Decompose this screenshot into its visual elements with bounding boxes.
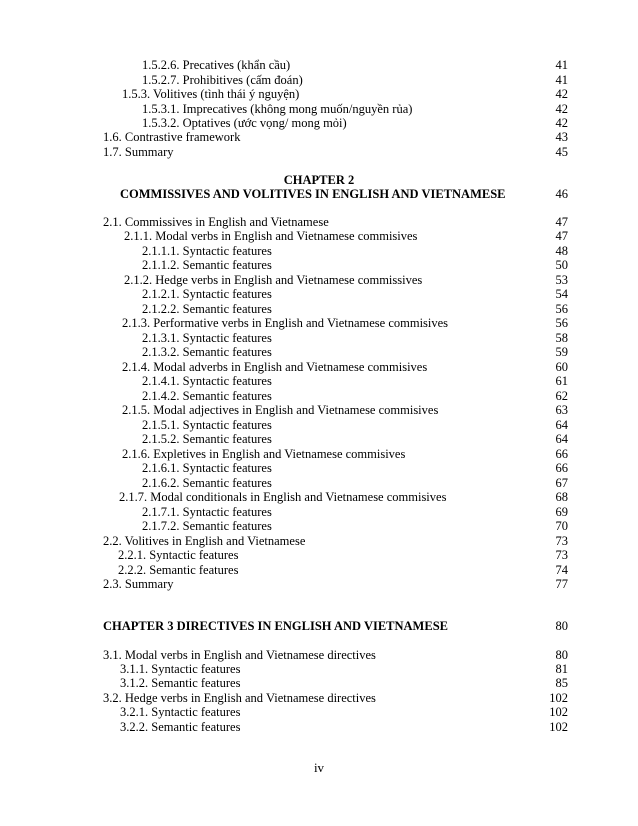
toc-entry-title: 1.5.3.1. Imprecatives (không mong muốn/nguyền rủa)	[142, 102, 413, 116]
chapter-3-heading	[0, 619, 638, 634]
toc-entry-title: 2.1.2.2. Semantic features	[142, 302, 272, 316]
toc-entry-page: 43	[555, 130, 568, 144]
page-number: iv	[313, 760, 325, 775]
toc-entry	[0, 476, 638, 491]
toc-entry	[0, 145, 638, 160]
toc-entry-title: 2.1.4. Modal adverbs in English and Vietnamese commisives	[122, 360, 428, 374]
toc-entry-title: 2.1.1.1. Syntactic features	[142, 244, 272, 258]
toc-entry-page: 56	[555, 302, 568, 316]
toc-entry-page: 45	[555, 145, 568, 159]
toc-entry	[0, 534, 638, 549]
toc-entry-page: 102	[549, 705, 568, 719]
toc-entry	[0, 389, 638, 404]
toc-entry-title: 2.1.5.2. Semantic features	[142, 432, 272, 446]
chapter-2-heading	[0, 187, 638, 202]
toc-entry-page: 69	[555, 505, 568, 519]
toc-entry-page: 67	[555, 476, 568, 490]
toc-entry-page: 56	[555, 316, 568, 330]
toc-entry	[0, 244, 638, 259]
toc-entry-title: 1.5.3. Volitives (tình thái ý nguyện)	[122, 87, 300, 101]
toc-entry-page: 77	[555, 577, 568, 591]
toc-entry	[0, 87, 638, 102]
toc-entry-title: 2.2.2. Semantic features	[118, 563, 239, 577]
toc-entry-page: 59	[555, 345, 568, 359]
toc-entry-title: 2.1.6.2. Semantic features	[142, 476, 272, 490]
toc-entry-page: 64	[555, 418, 568, 432]
chapter-2-label: CHAPTER 2	[283, 173, 355, 187]
toc-entry	[0, 418, 638, 433]
toc-entry-title: 2.1.1.2. Semantic features	[142, 258, 272, 272]
toc-entry	[0, 577, 638, 592]
toc-entry-page: 85	[555, 676, 568, 690]
toc-entry	[0, 229, 638, 244]
toc-entry-title: 3.2.2. Semantic features	[120, 720, 241, 734]
toc-entry-page: 42	[555, 102, 568, 116]
toc-entry	[0, 720, 638, 735]
toc-entry-page: 102	[549, 691, 568, 705]
toc-entry-page: 41	[555, 73, 568, 87]
toc-entry	[0, 73, 638, 88]
toc-entry-title: 2.1.3. Performative verbs in English and Vietnamese commisives	[122, 316, 449, 330]
toc-entry-title: 3.1.2. Semantic features	[120, 676, 241, 690]
toc-entry	[0, 273, 638, 288]
toc-entry-page: 80	[555, 648, 568, 662]
toc-entry-title: 2.1.3.2. Semantic features	[142, 345, 272, 359]
chapter-2-page: 46	[555, 187, 568, 201]
toc-entry	[0, 302, 638, 317]
toc-entry-title: 2.1.6. Expletives in English and Vietnamese commisives	[122, 447, 406, 461]
toc-entry	[0, 130, 638, 145]
toc-entry	[0, 403, 638, 418]
toc-entry-title: 2.1.5. Modal adjectives in English and Vietnamese commisives	[122, 403, 439, 417]
toc-entry	[0, 374, 638, 389]
toc-entry-page: 66	[555, 447, 568, 461]
toc-entry	[0, 58, 638, 73]
toc-entry-title: 1.5.3.2. Optatives (ước vọng/ mong mỏi)	[142, 116, 347, 130]
toc-entry-title: 1.5.2.6. Precatives (khẩn cầu)	[142, 58, 291, 72]
toc-entry	[0, 705, 638, 720]
toc-entry-page: 81	[555, 662, 568, 676]
toc-entry-title: 3.2. Hedge verbs in English and Vietnamese directives	[103, 691, 376, 705]
toc-entry	[0, 215, 638, 230]
toc-entry	[0, 316, 638, 331]
toc-entry-page: 102	[549, 720, 568, 734]
toc-entry-title: 3.1.1. Syntactic features	[120, 662, 241, 676]
toc-entry	[0, 331, 638, 346]
toc-entry-page: 74	[555, 563, 568, 577]
toc-entry	[0, 461, 638, 476]
toc-entry	[0, 648, 638, 663]
toc-entry-title: 2.1.5.1. Syntactic features	[142, 418, 272, 432]
toc-entry	[0, 102, 638, 117]
toc-entry-title: 2.1.2. Hedge verbs in English and Vietnamese commissives	[124, 273, 423, 287]
toc-entry-page: 50	[555, 258, 568, 272]
toc-entry-page: 54	[555, 287, 568, 301]
toc-entry-page: 64	[555, 432, 568, 446]
toc-entry-page: 42	[555, 116, 568, 130]
toc-entry	[0, 360, 638, 375]
toc-entry-page: 41	[555, 58, 568, 72]
toc-entry-page: 73	[555, 534, 568, 548]
toc-entry	[0, 691, 638, 706]
toc-entry	[0, 676, 638, 691]
toc-entry	[0, 447, 638, 462]
toc-entry-title: 2.2.1. Syntactic features	[118, 548, 239, 562]
toc-entry-title: 2.1.7.1. Syntactic features	[142, 505, 272, 519]
toc-entry-title: 2.3. Summary	[103, 577, 174, 591]
toc-entry	[0, 287, 638, 302]
toc-entry	[0, 345, 638, 360]
toc-entry	[0, 519, 638, 534]
chapter-3-title: CHAPTER 3 DIRECTIVES IN ENGLISH AND VIETNAMESE	[103, 619, 448, 633]
toc-entry-page: 47	[555, 229, 568, 243]
toc-entry-title: 2.1.4.1. Syntactic features	[142, 374, 272, 388]
toc-entry	[0, 505, 638, 520]
toc-entry-title: 2.2. Volitives in English and Vietnamese	[103, 534, 306, 548]
toc-entry-page: 70	[555, 519, 568, 533]
toc-entry	[0, 490, 638, 505]
toc-entry-page: 42	[555, 87, 568, 101]
toc-entry-title: 2.1.3.1. Syntactic features	[142, 331, 272, 345]
toc-entry-page: 66	[555, 461, 568, 475]
toc-entry-title: 2.1.1. Modal verbs in English and Vietnamese commisives	[124, 229, 418, 243]
toc-entry-title: 3.2.1. Syntactic features	[120, 705, 241, 719]
toc-entry-page: 60	[555, 360, 568, 374]
toc-entry-title: 2.1. Commissives in English and Vietnamese	[103, 215, 329, 229]
toc-entry-page: 63	[555, 403, 568, 417]
toc-entry	[0, 563, 638, 578]
toc-entry-page: 62	[555, 389, 568, 403]
toc-entry	[0, 662, 638, 677]
toc-entry-title: 2.1.7.2. Semantic features	[142, 519, 272, 533]
toc-entry-title: 2.1.2.1. Syntactic features	[142, 287, 272, 301]
toc-entry	[0, 548, 638, 563]
toc-entry	[0, 258, 638, 273]
toc-entry-title: 2.1.7. Modal conditionals in English and Vietnamese commisives	[119, 490, 447, 504]
toc-entry-page: 53	[555, 273, 568, 287]
toc-entry-title: 1.6. Contrastive framework	[103, 130, 241, 144]
toc-entry-title: 2.1.4.2. Semantic features	[142, 389, 272, 403]
toc-entry-title: 1.5.2.7. Prohibitives (cấm đoán)	[142, 73, 303, 87]
toc-entry-page: 73	[555, 548, 568, 562]
chapter-3-page: 80	[555, 619, 568, 633]
toc-entry-title: 2.1.6.1. Syntactic features	[142, 461, 272, 475]
toc-entry-page: 61	[555, 374, 568, 388]
chapter-2-title: COMMISSIVES AND VOLITIVES IN ENGLISH AND VIETNAMESE	[120, 187, 506, 201]
toc-entry-title: 3.1. Modal verbs in English and Vietnamese directives	[103, 648, 376, 662]
toc-entry-title: 1.7. Summary	[103, 145, 174, 159]
toc-entry-page: 48	[555, 244, 568, 258]
toc-entry	[0, 432, 638, 447]
toc-entry-page: 47	[555, 215, 568, 229]
toc-entry-page: 68	[555, 490, 568, 504]
toc-entry-page: 58	[555, 331, 568, 345]
toc-entry	[0, 116, 638, 131]
